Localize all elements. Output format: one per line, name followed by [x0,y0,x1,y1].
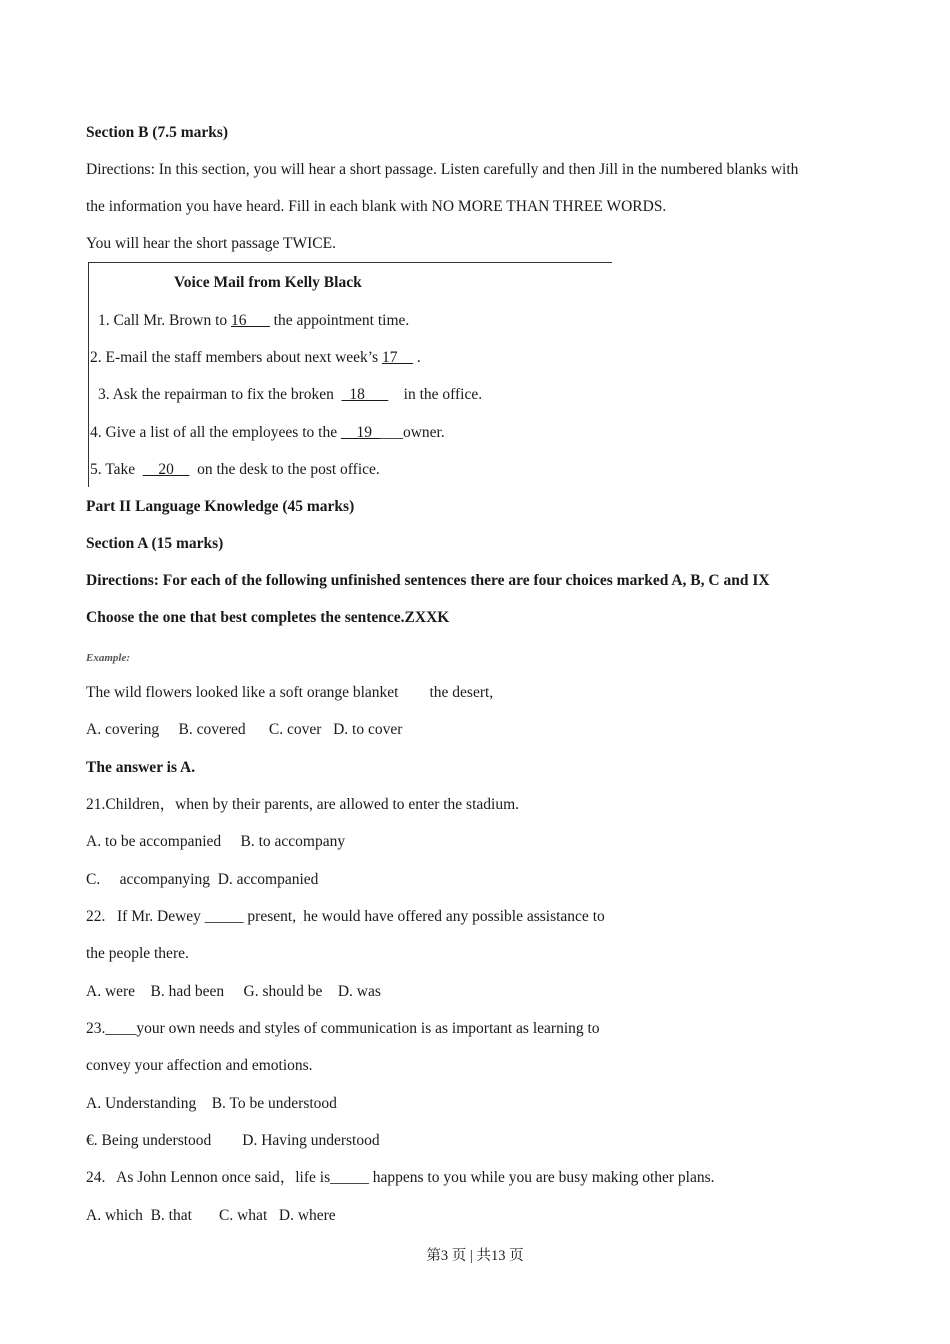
example-sentence: The wild flowers looked like a soft orange blanket the desert, [86,684,494,701]
voicemail-box [88,262,612,487]
part2-heading: Part II Language Knowledge (45 marks) [86,498,355,515]
part2-directions-line2: Choose the one that best completes the sentence.ZXXK [86,609,450,626]
question-24: 24. As John Lennon once said，life is_____ happens to you while you are busy making other plans. [86,1169,715,1186]
example-options: A. covering B. covered C. cover D. to cover [86,721,403,738]
section-b-directions-line3: You will hear the short passage TWICE. [86,235,336,252]
question-21-options-2: C. accompanying D. accompanied [86,871,319,888]
question-23-line2: convey your affection and emotions. [86,1057,313,1074]
question-21: 21.Children，when by their parents, are allowed to enter the stadium. [86,796,520,813]
example-answer: The answer is A. [86,759,196,776]
voicemail-title: Voice Mail from Kelly Black [174,274,362,291]
voicemail-item-5: 5. Take __20__ on the desk to the post office. [90,461,380,478]
section-b-heading: Section B (7.5 marks) [86,124,229,141]
example-label: Example: [86,652,130,664]
page-footer: 第3 页 | 共13 页 [426,1248,524,1264]
section-a-heading: Section A (15 marks) [86,535,224,552]
voicemail-item-2: 2. E-mail the staff members about next week’s 17__ . [90,349,421,366]
part2-directions-line1: Directions: For each of the following unfinished sentences there are four choices marked A, B, C and IX [86,572,770,589]
section-b-directions-line1: Directions: In this section, you will hear a short passage. Listen carefully and then Jill in the numbered blanks with [86,161,799,178]
question-24-options: A. which B. that C. what D. where [86,1207,336,1224]
blank-18: _18___ [341,386,389,403]
question-22-options: A. were B. had been G. should be D. was [86,983,381,1000]
question-22: 22. If Mr. Dewey _____ present, ˌhe would have offered any possible assistance to [86,908,605,925]
question-23-options-2: €. Being understood D. Having understood [86,1132,380,1149]
question-23-options-1: A. Understanding B. To be understood [86,1095,337,1112]
question-23: 23.____your own needs and styles of communication is as important as learning to [86,1020,600,1037]
mark-glyph: ˌ [299,913,304,924]
voicemail-item-3: 3. Ask the repairman to fix the broken _18___ in the office. [98,386,483,403]
question-21-options-1: A. to be accompanied B. to accompany [86,833,346,850]
blank-17: 17__ [381,349,413,366]
question-22-line2: the people there. [86,945,189,962]
voicemail-item-1: 1. Call Mr. Brown to 16___ the appointment time. [98,312,410,329]
blank-20: __20__ [142,461,190,478]
section-b-directions-line2: the information you have heard. Fill in each blank with NO MORE THAN THREE WORDS. [86,198,667,215]
blank-16: 16___ [231,312,270,329]
blank-19: __19_ [340,424,380,441]
voicemail-item-4: 4. Give a list of all the employees to the __19____owner. [90,424,445,441]
